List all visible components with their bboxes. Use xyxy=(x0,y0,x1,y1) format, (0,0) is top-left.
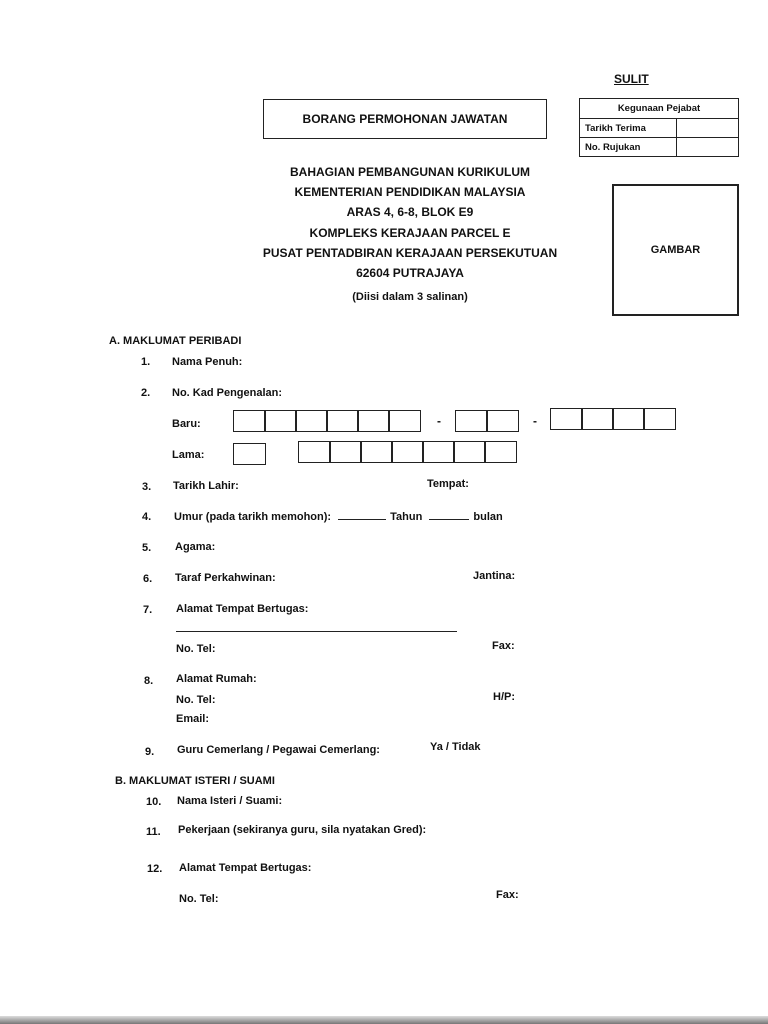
scan-bottom-edge xyxy=(0,1016,768,1024)
age-years-blank[interactable] xyxy=(338,510,386,520)
months-unit: bulan xyxy=(473,511,503,523)
email-label: Email: xyxy=(176,713,210,725)
ic-separator: - xyxy=(533,414,537,428)
birth-date-label: Tarikh Lahir: xyxy=(173,480,239,492)
new-ic-part3-boxes[interactable] xyxy=(550,408,676,430)
spouse-work-address-label: Alamat Tempat Bertugas: xyxy=(179,862,312,874)
q8-number: 8. xyxy=(144,675,154,687)
q12-number: 12. xyxy=(147,863,163,875)
photo-box[interactable] xyxy=(612,184,739,316)
new-ic-part1-boxes[interactable] xyxy=(233,410,421,432)
q7-number: 7. xyxy=(143,604,153,616)
home-address-label: Alamat Rumah: xyxy=(176,673,257,685)
gender-label: Jantina: xyxy=(473,570,516,582)
form-title xyxy=(263,99,547,139)
spouse-name-label: Nama Isteri / Suami: xyxy=(177,795,283,807)
yes-no-options[interactable]: Ya / Tidak xyxy=(430,741,481,753)
address-line: KEMENTERIAN PENDIDIKAN MALAYSIA xyxy=(294,185,526,200)
q4-number: 4. xyxy=(142,511,152,523)
spouse-occupation-label: Pekerjaan (sekiranya guru, sila nyatakan Gred): xyxy=(178,824,427,836)
home-tel-label: No. Tel: xyxy=(176,694,216,706)
work-address-line[interactable] xyxy=(176,631,457,632)
q11-number: 11. xyxy=(146,826,161,838)
years-unit: Tahun xyxy=(390,511,423,523)
age-months-blank[interactable] xyxy=(429,510,469,520)
ic-separator: - xyxy=(437,414,441,428)
section-a-title: A. MAKLUMAT PERIBADI xyxy=(109,335,242,347)
spouse-fax-label: Fax: xyxy=(496,889,519,901)
age-row xyxy=(174,510,503,523)
q10-number: 10. xyxy=(146,796,162,808)
copies-note: (Diisi dalam 3 salinan) xyxy=(352,291,468,303)
new-ic-label: Baru: xyxy=(172,418,201,430)
address-line: BAHAGIAN PEMBANGUNAN KURIKULUM xyxy=(290,165,530,179)
address-line: KOMPLEKS KERAJAAN PARCEL E xyxy=(309,225,511,240)
work-address-label: Alamat Tempat Bertugas: xyxy=(176,603,309,615)
office-use-title: Kegunaan Pejabat xyxy=(580,99,739,119)
q2-number: 2. xyxy=(141,387,151,399)
q9-number: 9. xyxy=(145,746,155,758)
received-date-label: Tarikh Terima xyxy=(580,119,677,138)
reference-no-cell xyxy=(677,138,739,157)
birth-place-label: Tempat: xyxy=(427,478,469,490)
full-name-label: Nama Penuh: xyxy=(172,356,243,368)
classification-label: SULIT xyxy=(614,72,649,86)
new-ic-part2-boxes[interactable] xyxy=(455,410,519,432)
handphone-label: H/P: xyxy=(493,691,515,703)
old-ic-prefix-box[interactable] xyxy=(233,443,266,465)
form-title-text: BORANG PERMOHONAN JAWATAN xyxy=(302,112,508,126)
reference-no-label: No. Rujukan xyxy=(580,138,677,157)
section-b-title: B. MAKLUMAT ISTERI / SUAMI xyxy=(115,775,275,787)
received-date-cell xyxy=(677,119,739,138)
age-label: Umur (pada tarikh memohon): xyxy=(174,511,332,523)
photo-label: GAMBAR xyxy=(650,244,701,256)
q1-number: 1. xyxy=(141,356,151,368)
address-line: PUSAT PENTADBIRAN KERAJAAN PERSEKUTUAN xyxy=(262,245,558,260)
address-line: ARAS 4, 6-8, BLOK E9 xyxy=(346,205,474,220)
religion-label: Agama: xyxy=(175,541,216,553)
work-tel-label: No. Tel: xyxy=(176,643,216,655)
q6-number: 6. xyxy=(143,573,153,585)
old-ic-number-boxes[interactable] xyxy=(298,441,517,463)
work-fax-label: Fax: xyxy=(492,640,515,652)
ic-number-label: No. Kad Pengenalan: xyxy=(172,387,283,399)
office-use-table xyxy=(579,98,739,157)
address-block xyxy=(230,162,590,283)
spouse-tel-label: No. Tel: xyxy=(179,893,219,905)
q3-number: 3. xyxy=(142,481,152,493)
q5-number: 5. xyxy=(142,542,152,554)
address-line: 62604 PUTRAJAYA xyxy=(356,266,464,281)
excellent-teacher-label: Guru Cemerlang / Pegawai Cemerlang: xyxy=(177,744,380,756)
marital-status-label: Taraf Perkahwinan: xyxy=(175,572,276,584)
old-ic-label: Lama: xyxy=(172,449,205,461)
